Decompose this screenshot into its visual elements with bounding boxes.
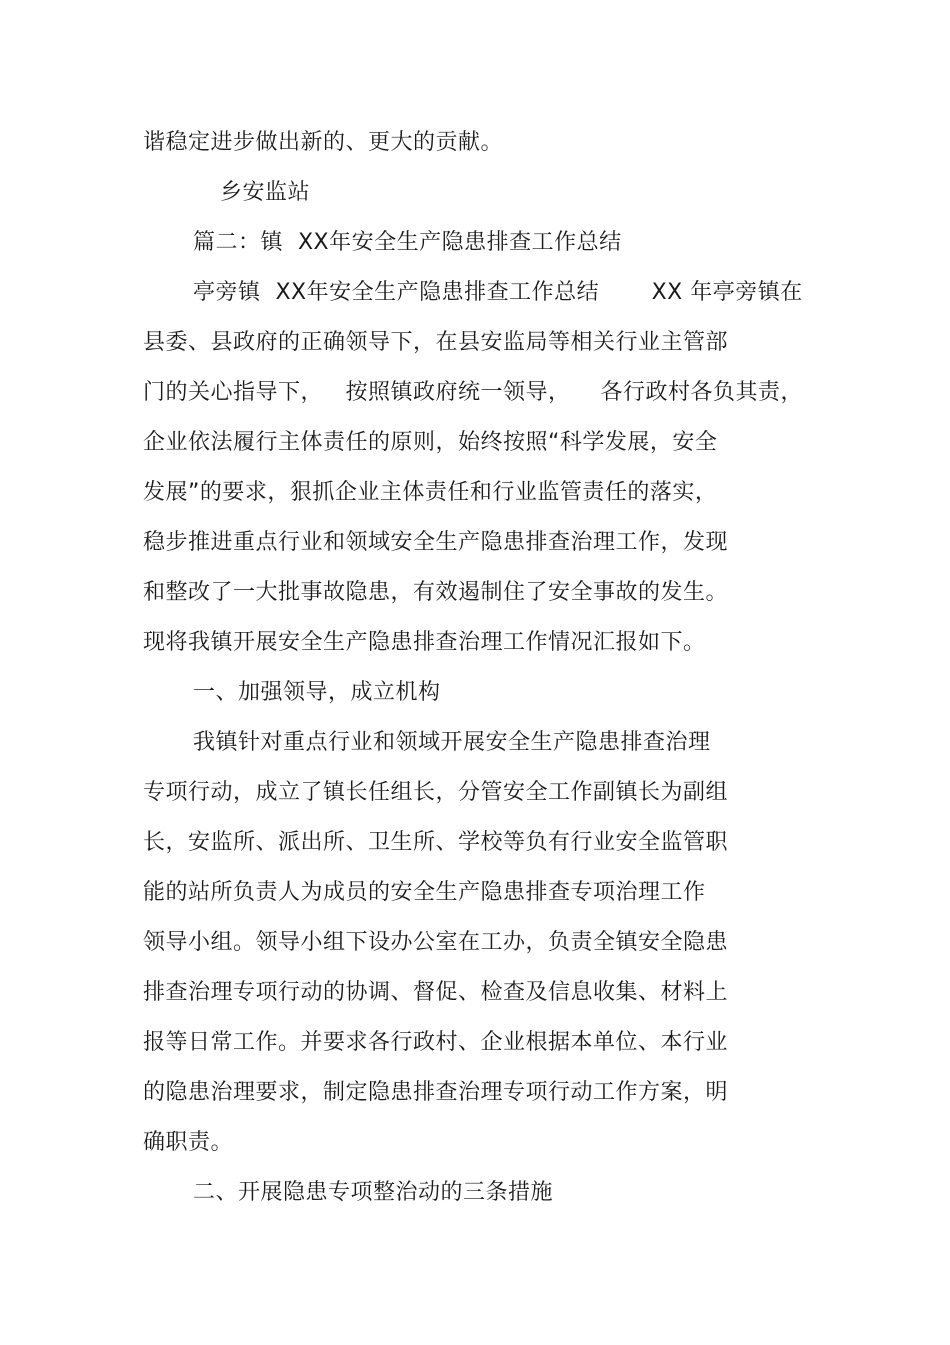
paragraph-line-7: 企业依法履行主体责任的原则，始终按照“科学发展，安全 bbox=[143, 430, 718, 455]
paragraph-line-14: 专项行动，成立了镇长任组长，分管安全工作副镇长为副组 bbox=[143, 780, 729, 805]
heading-two: 二、开展隐患专项整治动的三条措施 bbox=[193, 1180, 554, 1205]
paragraph-line-9: 稳步推进重点行业和领域安全生产隐患排查治理工作，发现 bbox=[143, 530, 729, 555]
paragraph-line-20: 的隐患治理要求，制定隐患排查治理专项行动工作方案，明 bbox=[143, 1080, 729, 1105]
paragraph-line-8: 发展”的要求，狠抓企业主体责任和行业监管责任的落实， bbox=[143, 480, 718, 505]
signature-line: 乡安监站 bbox=[220, 180, 311, 205]
paragraph-line-19: 报等日常工作。并要求各行政村、企业根据本单位、本行业 bbox=[143, 1030, 729, 1055]
paragraph-line-17: 领导小组。领导小组下设办公室在工办，负责全镇安全隐患 bbox=[143, 930, 729, 955]
paragraph-line-5: 县委、县政府的正确领导下，在县安监局等相关行业主管部 bbox=[143, 330, 729, 355]
paragraph-line-18: 排查治理专项行动的协调、督促、检查及信息收集、材料上 bbox=[143, 980, 729, 1005]
paragraph-line-10: 和整改了一大批事故隐患，有效遏制住了安全事故的发生。 bbox=[143, 580, 729, 605]
paragraph-line-16: 能的站所负责人为成员的安全生产隐患排查专项治理工作 bbox=[143, 880, 706, 905]
paragraph-line-11: 现将我镇开展安全生产隐患排查治理工作情况汇报如下。 bbox=[143, 630, 706, 655]
paragraph-line-6: 门的关心指导下， 按照镇政府统一领导， 各行政村各负其责， bbox=[143, 380, 803, 405]
paragraph-line-4: 亭旁镇 XX年安全生产隐患排查工作总结 XX 年亭旁镇在 bbox=[193, 280, 803, 305]
section-title: 篇二：镇 XX年安全生产隐患排查工作总结 bbox=[193, 230, 622, 255]
paragraph-line-13: 我镇针对重点行业和领域开展安全生产隐患排查治理 bbox=[193, 730, 711, 755]
heading-one: 一、加强领导，成立机构 bbox=[193, 680, 441, 705]
paragraph-line-1: 谐稳定进步做出新的、更大的贡献。 bbox=[143, 130, 504, 155]
paragraph-line-21: 确职责。 bbox=[143, 1130, 234, 1155]
paragraph-line-15: 长，安监所、派出所、卫生所、学校等负有行业安全监管职 bbox=[143, 830, 729, 855]
